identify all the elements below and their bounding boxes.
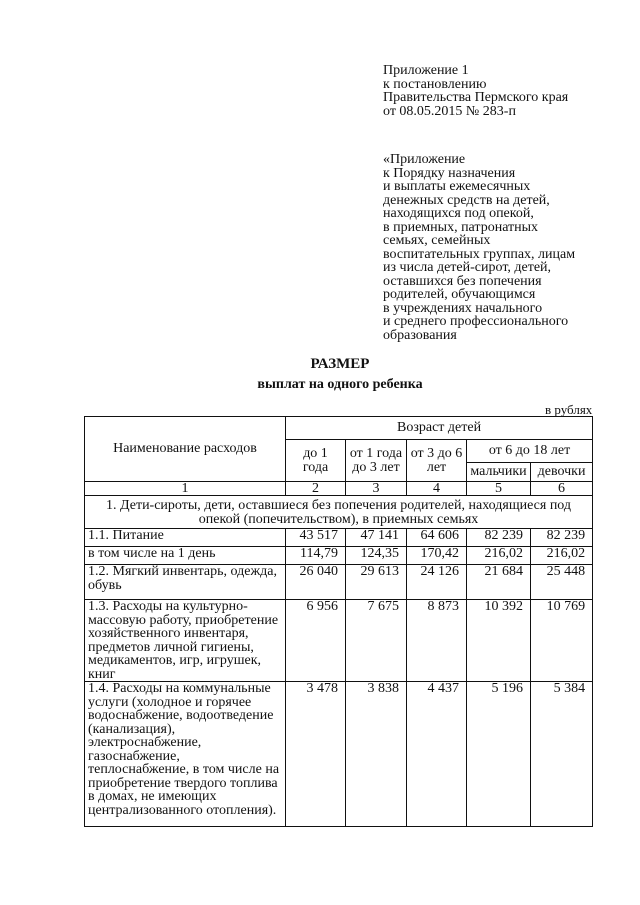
row-value: 29 613 bbox=[346, 565, 407, 600]
row-label: в том числе на 1 день bbox=[85, 547, 286, 565]
column-numbers-row bbox=[85, 482, 593, 496]
inner-appendix-line: оставшихся без попечения bbox=[383, 273, 542, 289]
row-value: 82 239 bbox=[467, 529, 531, 547]
appendix-header-line: от 08.05.2015 № 283-п bbox=[383, 103, 516, 119]
document-subtitle: выплат на одного ребенка bbox=[257, 377, 423, 392]
row-label: 1.3. Расходы на культурно-массовую работу, приобретение хозяйственного инвентаря, предметов личной гигиены, медикаментов, игр, игрушек, книг bbox=[85, 600, 286, 682]
row-value: 7 675 bbox=[346, 600, 407, 682]
row-value: 216,02 bbox=[531, 547, 593, 565]
column-number: 2 bbox=[286, 482, 346, 496]
row-value: 21 684 bbox=[467, 565, 531, 600]
row-value: 3 478 bbox=[286, 682, 346, 827]
inner-appendix-line: к Порядку назначения bbox=[383, 165, 516, 181]
column-number: 4 bbox=[407, 482, 467, 496]
payments-table bbox=[84, 416, 593, 827]
row-label: 1.1. Питание bbox=[85, 529, 286, 547]
appendix-header-line: к постановлению bbox=[383, 76, 487, 92]
appendix-header bbox=[383, 64, 568, 118]
row-value: 47 141 bbox=[346, 529, 407, 547]
row-value: 5 196 bbox=[467, 682, 531, 827]
section-row bbox=[85, 496, 593, 529]
column-number: 3 bbox=[346, 482, 407, 496]
header-age-4: от 6 до 18 лет bbox=[467, 440, 593, 463]
column-number: 5 bbox=[467, 482, 531, 496]
header-age-3: от 3 до 6 лет bbox=[407, 440, 467, 482]
table-row bbox=[85, 565, 593, 600]
row-label: 1.4. Расходы на коммунальные услуги (холодное и горячее водоснабжение, водоотведение (канализация), электроснабжение, газоснабжение, теплоснабжение, в том числе на приобретение твердого топлива в домах, не имеющих централизованного отопления). bbox=[85, 682, 286, 827]
inner-appendix-line: образования bbox=[383, 327, 457, 343]
inner-appendix-line: и среднего профессионального bbox=[383, 314, 569, 329]
header-name-col: Наименование расходов bbox=[85, 417, 286, 482]
inner-appendix-line: денежных средств на детей, bbox=[383, 192, 550, 208]
row-value: 124,35 bbox=[346, 547, 407, 565]
header-age-group: Возраст детей bbox=[286, 417, 593, 440]
inner-appendix-line: родителей, обучающимся bbox=[383, 287, 536, 302]
table-row bbox=[85, 682, 593, 827]
table-row bbox=[85, 600, 593, 682]
column-number: 1 bbox=[85, 482, 286, 496]
row-value: 10 392 bbox=[467, 600, 531, 682]
row-value: 43 517 bbox=[286, 529, 346, 547]
column-number: 6 bbox=[531, 482, 593, 496]
row-value: 6 956 bbox=[286, 600, 346, 682]
inner-appendix-line: воспитательных группах, лицам bbox=[383, 246, 576, 262]
row-value: 170,42 bbox=[407, 547, 467, 565]
row-value: 4 437 bbox=[407, 682, 467, 827]
inner-appendix-header bbox=[383, 153, 575, 342]
inner-appendix-line: находящихся под опекой, bbox=[383, 206, 534, 221]
inner-appendix-line: в учреждениях начального bbox=[383, 300, 543, 316]
table-row bbox=[85, 529, 593, 547]
appendix-header-line: Правительства Пермского края bbox=[383, 90, 569, 105]
unit-note: в рублях bbox=[545, 402, 593, 417]
inner-appendix-line: в приемных, патронатных bbox=[383, 219, 539, 235]
inner-appendix-line: «Приложение bbox=[383, 152, 466, 167]
inner-appendix-line: и выплаты ежемесячных bbox=[383, 179, 531, 194]
row-value: 82 239 bbox=[531, 529, 593, 547]
section-title: 1. Дети-сироты, дети, оставшиеся без попечения родителей, находящиеся под опекой (попечительством), в приемных семьях bbox=[85, 496, 593, 529]
inner-appendix-line: семьях, семейных bbox=[383, 233, 491, 248]
inner-appendix-line: из числа детей-сирот, детей, bbox=[383, 260, 552, 275]
row-value: 216,02 bbox=[467, 547, 531, 565]
header-boys: мальчики bbox=[467, 463, 531, 482]
header-girls: девочки bbox=[531, 463, 593, 482]
table-header-row bbox=[85, 417, 593, 440]
row-value: 5 384 bbox=[531, 682, 593, 827]
row-value: 24 126 bbox=[407, 565, 467, 600]
row-value: 25 448 bbox=[531, 565, 593, 600]
row-value: 26 040 bbox=[286, 565, 346, 600]
table-row bbox=[85, 547, 593, 565]
appendix-header-line: Приложение 1 bbox=[383, 63, 469, 78]
document-title: РАЗМЕР bbox=[310, 356, 370, 372]
header-age-2: от 1 года до 3 лет bbox=[346, 440, 407, 482]
row-value: 64 606 bbox=[407, 529, 467, 547]
row-value: 3 838 bbox=[346, 682, 407, 827]
row-value: 8 873 bbox=[407, 600, 467, 682]
row-value: 114,79 bbox=[286, 547, 346, 565]
row-value: 10 769 bbox=[531, 600, 593, 682]
row-label: 1.2. Мягкий инвентарь, одежда, обувь bbox=[85, 565, 286, 600]
header-age-1: до 1 года bbox=[286, 440, 346, 482]
